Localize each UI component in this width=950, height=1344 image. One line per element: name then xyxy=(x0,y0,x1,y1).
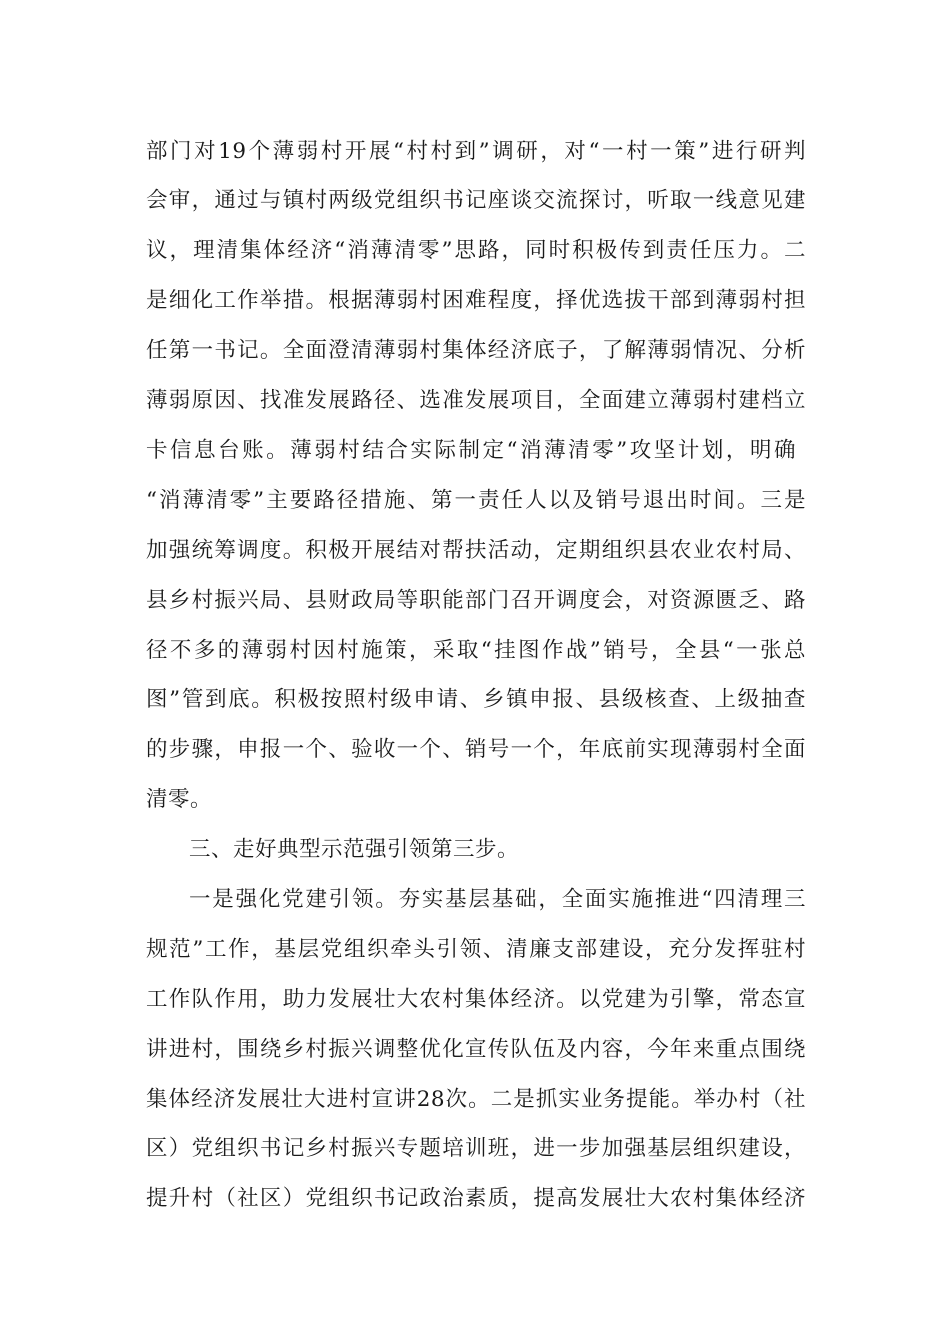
paragraph-line: 集体经济发展壮大进村宣讲28次。二是抓实业务提能。举办村（社 xyxy=(146,1087,806,1112)
paragraph-line: 区）党组织书记乡村振兴专题培训班，进一步加强基层组织建设， xyxy=(146,1136,806,1161)
paragraph-line: 薄弱原因、找准发展路径、选准发展项目，全面建立薄弱村建档立 xyxy=(146,388,806,413)
paragraph-line: 的步骤，申报一个、验收一个、销号一个，年底前实现薄弱村全面 xyxy=(146,737,806,762)
paragraph-line: 提升村（社区）党组织书记政治素质，提高发展壮大农村集体经济 xyxy=(146,1186,806,1211)
paragraph-line: 径不多的薄弱村因村施策，采取“挂图作战”销号，全县“一张总 xyxy=(146,638,806,663)
paragraph-line: 一是强化党建引领。夯实基层基础，全面实施推进“四清理三 xyxy=(189,887,806,912)
paragraph-line: 图”管到底。积极按照村级申请、乡镇申报、县级核查、上级抽查 xyxy=(146,687,806,712)
paragraph-line: 工作队作用，助力发展壮大农村集体经济。以党建为引擎，常态宣 xyxy=(146,987,806,1012)
paragraph-line: 议，理清集体经济“消薄清零”思路，同时积极传到责任压力。二 xyxy=(146,238,806,263)
paragraph-line: 会审，通过与镇村两级党组织书记座谈交流探讨，听取一线意见建 xyxy=(146,188,806,213)
paragraph-line: 部门对19个薄弱村开展“村村到”调研，对“一村一策”进行研判 xyxy=(146,139,806,164)
paragraph-line: 讲进村，围绕乡村振兴调整优化宣传队伍及内容，今年来重点围绕 xyxy=(146,1037,806,1062)
section-heading: 三、走好典型示范强引领第三步。 xyxy=(189,837,520,862)
paragraph-line: 加强统筹调度。积极开展结对帮扶活动，定期组织县农业农村局、 xyxy=(146,538,806,563)
paragraph-line: 清零。 xyxy=(146,787,213,812)
paragraph-line: 卡信息台账。薄弱村结合实际制定“消薄清零”攻坚计划，明确 xyxy=(146,438,796,463)
paragraph-line: “消薄清零”主要路径措施、第一责任人以及销号退出时间。三是 xyxy=(146,488,806,513)
paragraph-line: 县乡村振兴局、县财政局等职能部门召开调度会，对资源匮乏、路 xyxy=(146,588,806,613)
paragraph-line: 是细化工作举措。根据薄弱村困难程度，择优选拔干部到薄弱村担 xyxy=(146,288,806,313)
paragraph-line: 任第一书记。全面澄清薄弱村集体经济底子，了解薄弱情况、分析 xyxy=(146,338,806,363)
paragraph-line: 规范”工作，基层党组织牵头引领、清廉支部建设，充分发挥驻村 xyxy=(146,937,806,962)
